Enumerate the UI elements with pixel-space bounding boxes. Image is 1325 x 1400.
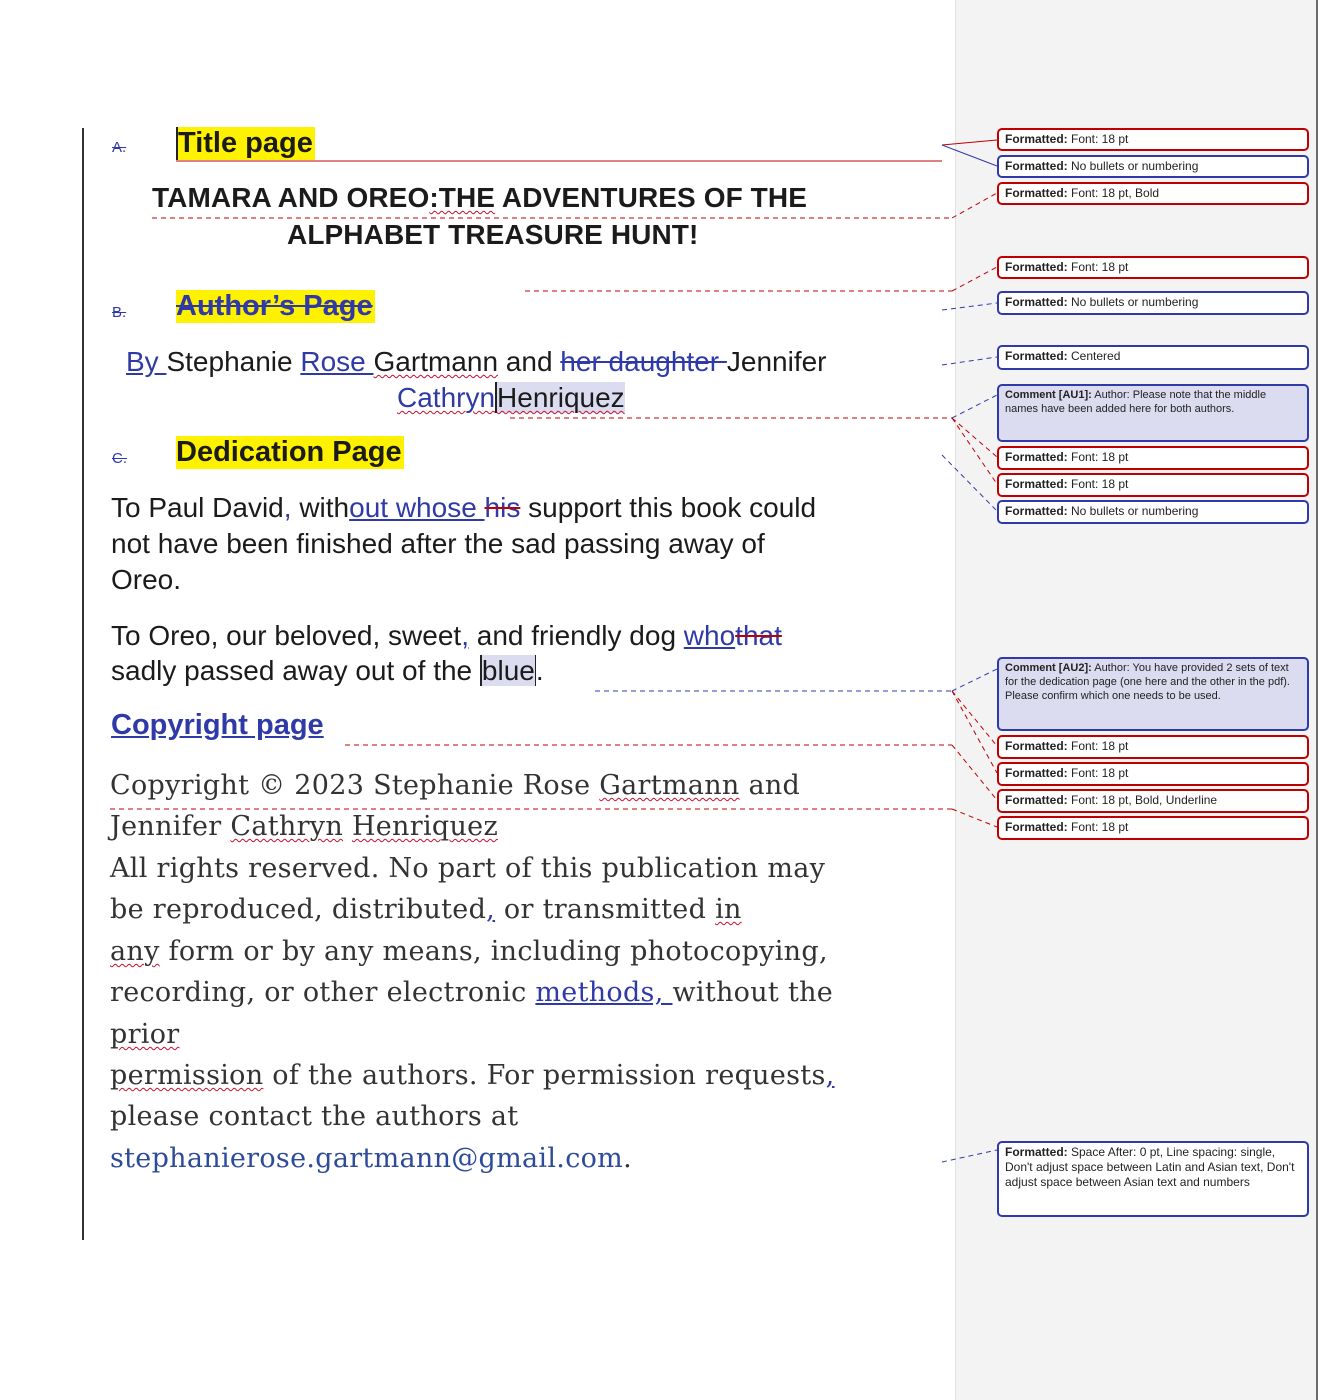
copyright-text: any (110, 936, 160, 967)
byline-text: Jennifer (726, 346, 827, 377)
dedication-text: To Oreo, our beloved, sweet (111, 620, 462, 651)
byline-text: Stephanie (166, 346, 301, 377)
selected-text: blue (481, 655, 535, 686)
copyright-text: Gartmann (599, 770, 740, 801)
format-balloon[interactable]: Formatted: Font: 18 pt, Bold (997, 182, 1309, 205)
copyright-text: be reproduced, distributed (110, 894, 487, 925)
copyright-text: and (739, 770, 801, 801)
book-title-part: TAMARA AND OREO (152, 182, 430, 213)
leader-line (952, 669, 997, 691)
leader-line (952, 745, 997, 800)
format-balloon[interactable]: Formatted: Space After: 0 pt, Line spacing: single, Don't adjust space between Latin and Asian text, Don't adjust space between Asian text and numbers (997, 1141, 1309, 1217)
copyright-text: form or by any means, including photocopying, (159, 936, 828, 967)
list-number-a: A. (112, 139, 127, 156)
list-number-b: B. (112, 304, 127, 321)
format-balloon[interactable]: Formatted: Font: 18 pt (997, 816, 1309, 840)
dedication-text: sadly passed away out of the (111, 655, 480, 686)
dedication-text: with (291, 492, 350, 523)
title-page-heading[interactable]: Title page (178, 127, 313, 159)
inserted-text: , (825, 1060, 835, 1091)
deleted-text: his (484, 492, 521, 523)
format-balloon[interactable]: Formatted: Font: 18 pt (997, 762, 1309, 786)
copyright-line-9[interactable]: please contact the authors at (110, 1101, 519, 1132)
dedication-text: and friendly dog (468, 620, 684, 651)
copyright-text: of the authors. For permission requests (263, 1060, 826, 1091)
inserted-text: out whose (349, 492, 485, 523)
copyright-text: Cathryn (230, 811, 344, 842)
copyright-text: . (623, 1143, 632, 1174)
format-balloon[interactable]: Formatted: Centered (997, 345, 1309, 370)
format-balloon[interactable]: Formatted: Font: 18 pt (997, 735, 1309, 759)
format-balloon[interactable]: Formatted: Font: 18 pt, Bold, Underline (997, 789, 1309, 813)
format-balloon[interactable]: Formatted: No bullets or numbering (997, 155, 1309, 178)
deleted-text: her daughter (560, 346, 727, 377)
inserted-text: Rose (300, 346, 374, 377)
leader-line (942, 140, 997, 145)
format-balloon[interactable]: Formatted: Font: 18 pt (997, 473, 1309, 497)
format-balloon[interactable]: Formatted: No bullets or numbering (997, 291, 1309, 315)
inserted-text: methods, (535, 977, 673, 1008)
author-page-heading[interactable]: Author’s Page (176, 290, 373, 322)
leader-line (952, 691, 997, 773)
copyright-text: prior (110, 1019, 180, 1050)
book-title-part: ADVENTURES OF THE (495, 182, 807, 213)
byline-text: Henriquez (497, 382, 625, 413)
format-balloon[interactable]: Formatted: Font: 18 pt (997, 256, 1309, 279)
copyright-line-3[interactable]: All rights reserved. No part of this publication may (110, 853, 826, 884)
leader-line (952, 267, 997, 291)
format-balloon[interactable]: Formatted: No bullets or numbering (997, 500, 1309, 524)
leader-line (942, 357, 997, 365)
book-title-part: :THE (429, 182, 496, 213)
inserted-text: By (126, 346, 167, 377)
deleted-text: that (735, 620, 782, 651)
copyright-text: Henriquez (351, 811, 498, 842)
dedication-paragraph-1-line-3[interactable]: Oreo. (111, 564, 182, 595)
copyright-text: without the (672, 977, 834, 1008)
inserted-text: , (461, 620, 469, 651)
format-balloon[interactable]: Formatted: Font: 18 pt (997, 128, 1309, 151)
dedication-paragraph-1-line-2[interactable]: not have been finished after the sad passing away of (111, 528, 765, 559)
list-number-c: C. (112, 450, 127, 467)
inserted-text: who (683, 620, 736, 651)
inserted-text: , (283, 492, 292, 523)
copyright-text: Copyright © 2023 Stephanie Rose (110, 770, 600, 801)
leader-line (942, 1150, 997, 1162)
inserted-text: Cathryn (397, 382, 496, 413)
leader-line (952, 193, 997, 218)
leader-line (942, 303, 997, 310)
email-link[interactable]: stephanierose.gartmann@gmail.com (110, 1143, 624, 1174)
leader-line (942, 145, 997, 166)
byline-text: and (498, 346, 561, 377)
leader-line (952, 418, 997, 484)
dedication-page-heading[interactable]: Dedication Page (176, 436, 402, 468)
dedication-text: To Paul David (111, 492, 284, 523)
leader-line (952, 691, 997, 746)
copyright-text: recording, or other electronic (110, 977, 536, 1008)
comment-balloon[interactable]: Comment [AU2]: Author: You have provided 2 sets of text for the dedication page (one here and the other in the pdf). Please confirm which one needs to be used. (997, 657, 1309, 731)
copyright-text: in (715, 894, 742, 925)
inserted-text: , (486, 894, 496, 925)
copyright-text: Jennifer (110, 811, 231, 842)
copyright-text: permission (110, 1060, 264, 1091)
format-balloon[interactable]: Formatted: Font: 18 pt (997, 446, 1309, 470)
copyright-page-heading[interactable]: Copyright page (111, 709, 324, 741)
book-title-line-2[interactable]: ALPHABET TREASURE HUNT! (287, 219, 699, 250)
comment-balloon[interactable]: Comment [AU1]: Author: Please note that the middle names have been added here for both authors. (997, 384, 1309, 442)
leader-line (952, 395, 997, 418)
leader-line (952, 809, 997, 827)
copyright-text: or transmitted (495, 894, 716, 925)
byline-text: Gartmann (373, 346, 499, 377)
dedication-text: support this book could (520, 492, 817, 523)
leader-line (942, 455, 997, 511)
dedication-text: . (535, 655, 544, 686)
